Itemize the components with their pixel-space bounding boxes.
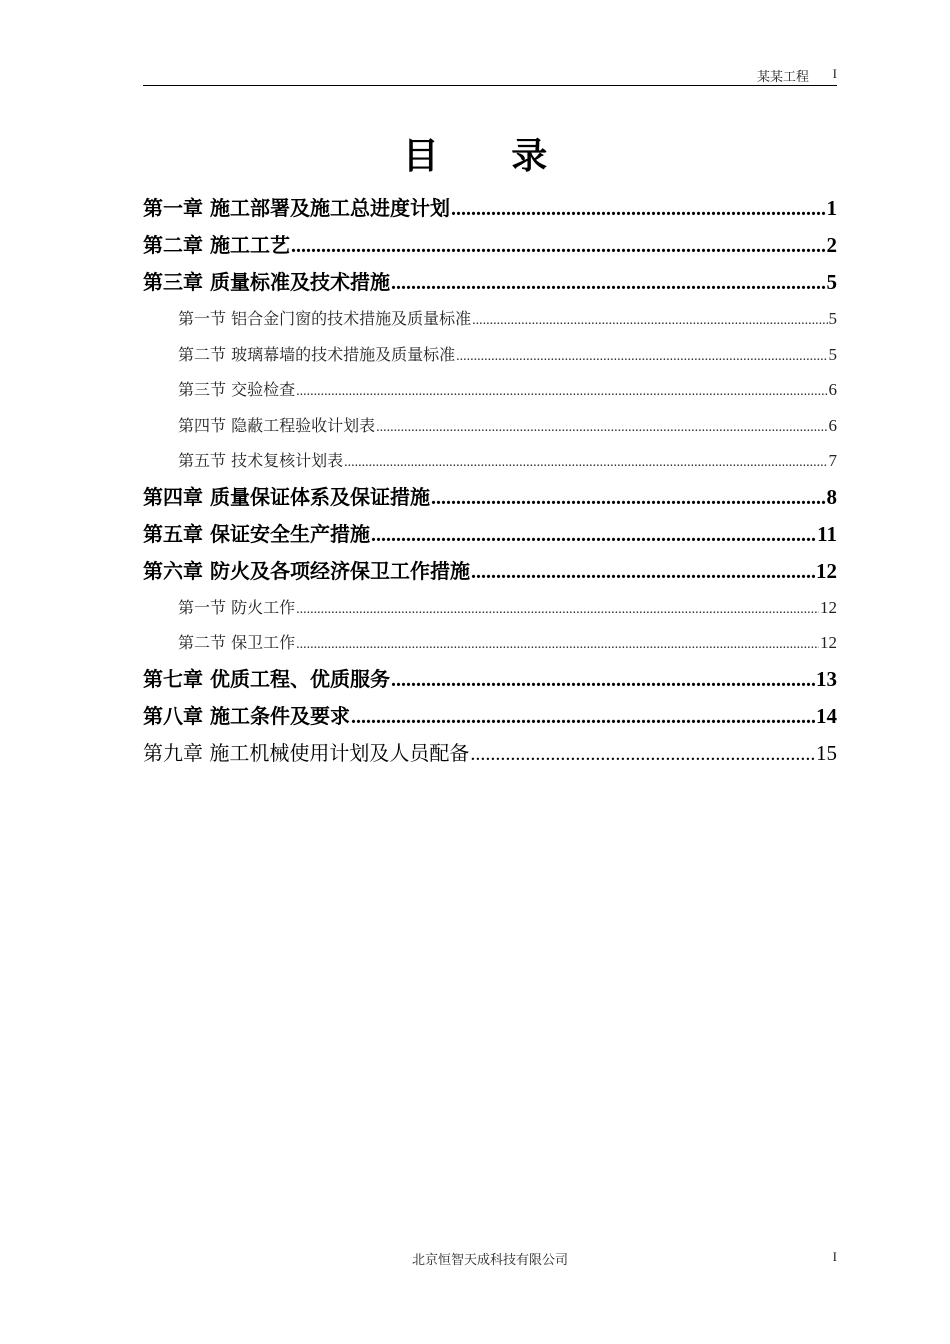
toc-entry-label: 第一节 防火工作: [178, 597, 296, 617]
toc-entry-label: 第二节 保卫工作: [178, 633, 296, 652]
toc-leader-dots: [296, 592, 819, 628]
toc-chapter-entry[interactable]: [143, 661, 837, 698]
toc-chapter-entry[interactable]: [143, 553, 837, 590]
toc-entry-page-number: 15: [816, 740, 837, 765]
toc-entry-label: 第六章 防火及各项经济保卫工作措施: [143, 558, 470, 583]
toc-chapter-entry[interactable]: [143, 479, 837, 516]
toc-entry-label: 第二章 施工工艺: [143, 233, 290, 257]
page-footer: [143, 1249, 837, 1269]
header-project-name: 某某工程: [756, 70, 809, 85]
toc-entry-label: 第一章 施工部署及施工总进度计划: [143, 196, 450, 220]
toc-leader-dots: [376, 410, 827, 446]
table-of-contents: [143, 190, 837, 772]
toc-section-entry[interactable]: [143, 372, 837, 408]
toc-entry-page-number: 11: [817, 521, 837, 546]
toc-leader-dots: [391, 265, 826, 302]
toc-chapter-entry[interactable]: [143, 190, 837, 227]
footer-page-number: I: [832, 1249, 837, 1264]
toc-entry-label: 第一节 铝合金门窗的技术措施及质量标准: [178, 309, 472, 328]
toc-leader-dots: [291, 228, 826, 265]
toc-entry-label: 第三章 质量标准及技术措施: [143, 270, 390, 294]
toc-entry-page-number: 8: [826, 484, 837, 509]
toc-entry-page-number: 12: [820, 633, 837, 652]
toc-section-entry[interactable]: [143, 590, 837, 626]
page-header: [143, 66, 837, 86]
toc-leader-dots: [296, 627, 819, 663]
toc-leader-dots: [371, 517, 816, 554]
toc-entry-label: 第四章 质量保证体系及保证措施: [143, 484, 430, 509]
toc-entry-page-number: 6: [828, 380, 837, 399]
toc-entry-page-number: 2: [826, 233, 837, 257]
toc-entry-page-number: 5: [826, 270, 837, 294]
toc-chapter-entry[interactable]: [143, 227, 837, 264]
toc-entry-page-number: 5: [828, 344, 837, 364]
toc-leader-dots: [344, 445, 827, 481]
toc-leader-dots: [456, 339, 827, 375]
toc-section-entry[interactable]: [143, 625, 837, 661]
toc-leader-dots: [431, 480, 826, 517]
toc-section-entry[interactable]: [143, 301, 837, 337]
toc-entry-label: 第九章 施工机械使用计划及人员配备: [143, 740, 470, 765]
toc-section-entry[interactable]: [143, 443, 837, 479]
toc-entry-label: 第四节 隐蔽工程验收计划表: [178, 415, 376, 435]
toc-entry-label: 第七章 优质工程、优质服务: [143, 666, 390, 691]
toc-chapter-entry[interactable]: [143, 516, 837, 553]
toc-leader-dots: [451, 191, 826, 228]
toc-leader-dots: [471, 554, 815, 591]
toc-leader-dots: [351, 699, 815, 736]
toc-leader-dots: [391, 662, 815, 699]
toc-leader-dots: [470, 736, 815, 773]
toc-section-entry[interactable]: [143, 337, 837, 373]
toc-chapter-entry[interactable]: [143, 698, 837, 735]
toc-section-entry[interactable]: [143, 408, 837, 444]
toc-entry-label: 第二节 玻璃幕墙的技术措施及质量标准: [178, 344, 456, 364]
toc-entry-page-number: 12: [816, 558, 837, 583]
toc-entry-page-number: 5: [828, 309, 837, 328]
toc-entry-page-number: 13: [816, 666, 837, 691]
header-rule: [143, 85, 837, 86]
toc-leader-dots: [296, 374, 827, 410]
toc-entry-page-number: 7: [828, 451, 837, 470]
toc-entry-page-number: 12: [820, 597, 837, 617]
toc-entry-label: 第五节 技术复核计划表: [178, 451, 344, 470]
toc-entry-label: 第三节 交验检查: [178, 380, 296, 399]
toc-entry-page-number: 6: [828, 415, 837, 435]
header-page-number: I: [832, 66, 837, 81]
footer-company-name: 北京恒智天成科技有限公司: [411, 1253, 568, 1268]
toc-entry-label: 第五章 保证安全生产措施: [143, 521, 370, 546]
toc-chapter-entry[interactable]: [143, 264, 837, 301]
toc-entry-page-number: 1: [826, 196, 837, 220]
toc-entry-page-number: 14: [816, 703, 837, 728]
page-title: 目 录: [402, 136, 578, 177]
toc-chapter-entry[interactable]: [143, 735, 837, 772]
toc-leader-dots: [472, 303, 827, 339]
toc-entry-label: 第八章 施工条件及要求: [143, 703, 350, 728]
